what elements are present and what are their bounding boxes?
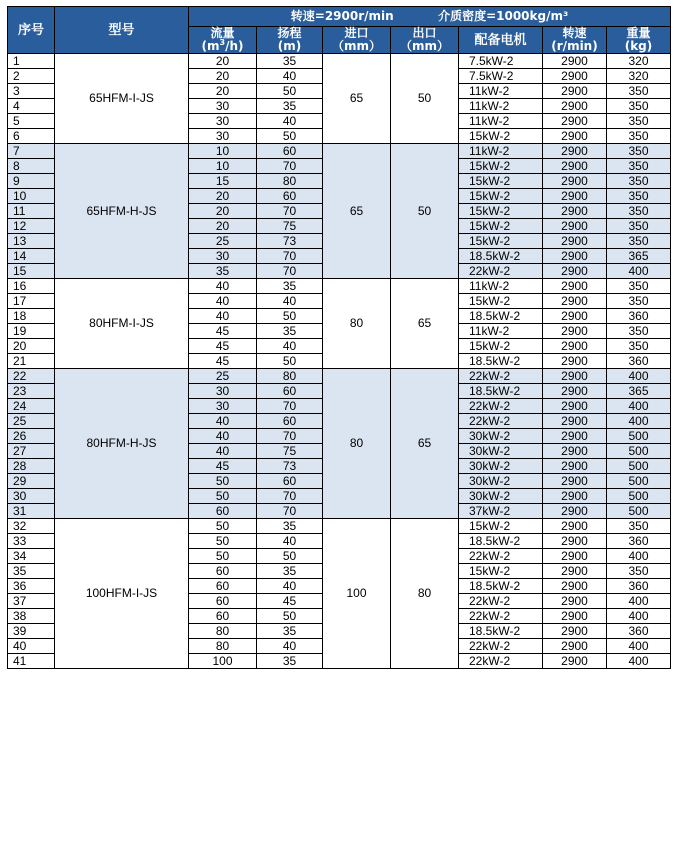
cell-head: 35: [257, 624, 323, 639]
cell-speed: 2900: [543, 69, 607, 84]
cell-flow: 80: [189, 624, 257, 639]
cell-outlet: 65: [391, 279, 459, 369]
cell-motor: 22kW-2: [459, 609, 543, 624]
cell-weight: 350: [607, 324, 671, 339]
head-unit: (m): [277, 39, 302, 53]
col-header-outlet: [391, 27, 459, 54]
cell-head: 40: [257, 639, 323, 654]
cell-speed: 2900: [543, 354, 607, 369]
cell-flow: 45: [189, 354, 257, 369]
cell-seq: 7: [8, 144, 55, 159]
cell-weight: 320: [607, 54, 671, 69]
cell-flow: 20: [189, 189, 257, 204]
cell-speed: 2900: [543, 249, 607, 264]
cell-weight: 365: [607, 249, 671, 264]
cell-seq: 15: [8, 264, 55, 279]
cell-seq: 13: [8, 234, 55, 249]
cell-flow: 50: [189, 474, 257, 489]
cell-model: 65HFM-I-JS: [55, 54, 189, 144]
cell-flow: 30: [189, 114, 257, 129]
cell-weight: 500: [607, 429, 671, 444]
cell-motor: 11kW-2: [459, 324, 543, 339]
cell-speed: 2900: [543, 54, 607, 69]
cell-seq: 21: [8, 354, 55, 369]
cell-head: 70: [257, 399, 323, 414]
cell-speed: 2900: [543, 339, 607, 354]
cell-outlet: 65: [391, 369, 459, 519]
cell-seq: 22: [8, 369, 55, 384]
cell-seq: 24: [8, 399, 55, 414]
cell-seq: 17: [8, 294, 55, 309]
cell-flow: 45: [189, 339, 257, 354]
cell-weight: 500: [607, 459, 671, 474]
cell-weight: 350: [607, 129, 671, 144]
cell-flow: 60: [189, 564, 257, 579]
cell-weight: 350: [607, 174, 671, 189]
cell-weight: 350: [607, 189, 671, 204]
pump-spec-table: [7, 6, 671, 669]
inlet-label: 进口: [344, 26, 369, 40]
cell-head: 60: [257, 414, 323, 429]
cell-inlet: 80: [323, 279, 391, 369]
cell-motor: 15kW-2: [459, 174, 543, 189]
cell-flow: 30: [189, 384, 257, 399]
cell-head: 75: [257, 219, 323, 234]
cell-model: 100HFM-I-JS: [55, 519, 189, 669]
cell-seq: 34: [8, 549, 55, 564]
cell-seq: 37: [8, 594, 55, 609]
cell-speed: 2900: [543, 414, 607, 429]
cell-motor: 15kW-2: [459, 204, 543, 219]
cell-speed: 2900: [543, 399, 607, 414]
banner-speed: 转速=2900r/min: [290, 9, 394, 23]
inlet-unit: （mm）: [331, 39, 381, 53]
pump-spec-sheet: [7, 6, 671, 669]
cell-head: 70: [257, 489, 323, 504]
cell-motor: 22kW-2: [459, 594, 543, 609]
cell-weight: 350: [607, 144, 671, 159]
cell-speed: 2900: [543, 279, 607, 294]
cell-seq: 1: [8, 54, 55, 69]
cell-seq: 33: [8, 534, 55, 549]
cell-seq: 18: [8, 309, 55, 324]
cell-flow: 50: [189, 489, 257, 504]
weight-label: 重量: [626, 26, 651, 40]
cell-weight: 350: [607, 114, 671, 129]
cell-flow: 10: [189, 159, 257, 174]
cell-inlet: 65: [323, 144, 391, 279]
cell-motor: 22kW-2: [459, 399, 543, 414]
cell-speed: 2900: [543, 204, 607, 219]
cell-motor: 15kW-2: [459, 219, 543, 234]
cell-seq: 29: [8, 474, 55, 489]
cell-weight: 350: [607, 159, 671, 174]
cell-weight: 400: [607, 639, 671, 654]
cell-weight: 350: [607, 204, 671, 219]
cell-flow: 35: [189, 264, 257, 279]
cell-speed: 2900: [543, 114, 607, 129]
cell-head: 50: [257, 129, 323, 144]
cell-head: 70: [257, 159, 323, 174]
cell-head: 35: [257, 519, 323, 534]
cell-speed: 2900: [543, 564, 607, 579]
table-row: [8, 519, 671, 534]
cell-speed: 2900: [543, 429, 607, 444]
cell-flow: 20: [189, 84, 257, 99]
cell-speed: 2900: [543, 384, 607, 399]
cell-weight: 350: [607, 564, 671, 579]
cell-head: 35: [257, 654, 323, 669]
cell-motor: 15kW-2: [459, 159, 543, 174]
cell-weight: 500: [607, 489, 671, 504]
cell-weight: 365: [607, 384, 671, 399]
cell-speed: 2900: [543, 474, 607, 489]
cell-motor: 22kW-2: [459, 414, 543, 429]
cell-weight: 360: [607, 624, 671, 639]
cell-flow: 60: [189, 504, 257, 519]
cell-weight: 350: [607, 279, 671, 294]
cell-seq: 27: [8, 444, 55, 459]
cell-flow: 40: [189, 444, 257, 459]
cell-motor: 15kW-2: [459, 339, 543, 354]
speed-unit: (r/min): [551, 39, 598, 53]
cell-head: 35: [257, 324, 323, 339]
cell-speed: 2900: [543, 159, 607, 174]
cell-weight: 350: [607, 99, 671, 114]
cell-flow: 45: [189, 459, 257, 474]
cell-motor: 37kW-2: [459, 504, 543, 519]
cell-seq: 32: [8, 519, 55, 534]
col-header-motor: 配备电机: [459, 27, 543, 54]
cell-speed: 2900: [543, 624, 607, 639]
cell-weight: 360: [607, 579, 671, 594]
table-row: [8, 54, 671, 69]
cell-speed: 2900: [543, 489, 607, 504]
cell-seq: 20: [8, 339, 55, 354]
cell-model: 65HFM-H-JS: [55, 144, 189, 279]
cell-seq: 5: [8, 114, 55, 129]
cell-motor: 30kW-2: [459, 489, 543, 504]
cell-flow: 60: [189, 579, 257, 594]
cell-flow: 20: [189, 219, 257, 234]
cell-seq: 35: [8, 564, 55, 579]
cell-motor: 11kW-2: [459, 84, 543, 99]
col-header-seq: 序号: [8, 7, 55, 54]
cell-head: 40: [257, 69, 323, 84]
cell-seq: 36: [8, 579, 55, 594]
cell-seq: 40: [8, 639, 55, 654]
cell-head: 70: [257, 504, 323, 519]
cell-weight: 350: [607, 84, 671, 99]
cell-model: 80HFM-H-JS: [55, 369, 189, 519]
cell-seq: 25: [8, 414, 55, 429]
cell-head: 73: [257, 234, 323, 249]
cell-motor: 18.5kW-2: [459, 384, 543, 399]
cell-seq: 8: [8, 159, 55, 174]
cell-outlet: 80: [391, 519, 459, 669]
cell-motor: 11kW-2: [459, 114, 543, 129]
cell-seq: 9: [8, 174, 55, 189]
weight-unit: (kg): [624, 39, 653, 53]
cell-speed: 2900: [543, 444, 607, 459]
outlet-label: 出口: [412, 26, 437, 40]
cell-speed: 2900: [543, 294, 607, 309]
header-banner: [189, 7, 671, 27]
cell-speed: 2900: [543, 324, 607, 339]
cell-weight: 500: [607, 504, 671, 519]
cell-weight: 350: [607, 294, 671, 309]
cell-motor: 18.5kW-2: [459, 579, 543, 594]
cell-speed: 2900: [543, 534, 607, 549]
col-header-speed: [543, 27, 607, 54]
cell-seq: 31: [8, 504, 55, 519]
cell-head: 50: [257, 354, 323, 369]
cell-speed: 2900: [543, 219, 607, 234]
cell-flow: 60: [189, 594, 257, 609]
cell-flow: 40: [189, 279, 257, 294]
cell-flow: 30: [189, 99, 257, 114]
cell-weight: 400: [607, 654, 671, 669]
cell-weight: 350: [607, 234, 671, 249]
cell-flow: 20: [189, 69, 257, 84]
cell-head: 60: [257, 384, 323, 399]
table-row: [8, 279, 671, 294]
cell-head: 80: [257, 174, 323, 189]
cell-weight: 350: [607, 339, 671, 354]
cell-speed: 2900: [543, 84, 607, 99]
cell-head: 70: [257, 249, 323, 264]
cell-weight: 350: [607, 219, 671, 234]
table-body: [8, 54, 671, 669]
cell-speed: 2900: [543, 519, 607, 534]
cell-head: 50: [257, 84, 323, 99]
cell-speed: 2900: [543, 144, 607, 159]
cell-seq: 12: [8, 219, 55, 234]
cell-weight: 350: [607, 519, 671, 534]
cell-flow: 10: [189, 144, 257, 159]
cell-flow: 50: [189, 519, 257, 534]
speed-label: 转速: [562, 26, 587, 40]
cell-weight: 400: [607, 264, 671, 279]
cell-motor: 15kW-2: [459, 189, 543, 204]
cell-motor: 15kW-2: [459, 519, 543, 534]
table-row: [8, 144, 671, 159]
cell-head: 70: [257, 429, 323, 444]
cell-motor: 18.5kW-2: [459, 309, 543, 324]
table-row: [8, 369, 671, 384]
cell-speed: 2900: [543, 549, 607, 564]
cell-model: 80HFM-I-JS: [55, 279, 189, 369]
cell-flow: 30: [189, 399, 257, 414]
cell-seq: 3: [8, 84, 55, 99]
cell-speed: 2900: [543, 609, 607, 624]
cell-head: 60: [257, 474, 323, 489]
cell-weight: 400: [607, 369, 671, 384]
cell-speed: 2900: [543, 459, 607, 474]
cell-seq: 10: [8, 189, 55, 204]
cell-motor: 15kW-2: [459, 294, 543, 309]
cell-flow: 40: [189, 429, 257, 444]
cell-speed: 2900: [543, 189, 607, 204]
cell-head: 40: [257, 579, 323, 594]
cell-head: 40: [257, 294, 323, 309]
cell-head: 50: [257, 609, 323, 624]
cell-motor: 18.5kW-2: [459, 354, 543, 369]
cell-speed: 2900: [543, 594, 607, 609]
col-header-inlet: [323, 27, 391, 54]
cell-speed: 2900: [543, 99, 607, 114]
cell-head: 73: [257, 459, 323, 474]
cell-motor: 22kW-2: [459, 369, 543, 384]
cell-motor: 30kW-2: [459, 429, 543, 444]
cell-speed: 2900: [543, 129, 607, 144]
cell-motor: 22kW-2: [459, 639, 543, 654]
cell-seq: 2: [8, 69, 55, 84]
cell-flow: 30: [189, 129, 257, 144]
cell-flow: 50: [189, 534, 257, 549]
cell-flow: 100: [189, 654, 257, 669]
cell-seq: 41: [8, 654, 55, 669]
cell-weight: 400: [607, 414, 671, 429]
banner-density: 介质密度=1000kg/m³: [438, 9, 569, 23]
cell-head: 35: [257, 279, 323, 294]
cell-motor: 30kW-2: [459, 459, 543, 474]
cell-motor: 30kW-2: [459, 444, 543, 459]
cell-head: 70: [257, 204, 323, 219]
cell-motor: 7.5kW-2: [459, 54, 543, 69]
cell-outlet: 50: [391, 144, 459, 279]
cell-speed: 2900: [543, 234, 607, 249]
cell-motor: 15kW-2: [459, 234, 543, 249]
cell-head: 70: [257, 264, 323, 279]
cell-motor: 22kW-2: [459, 264, 543, 279]
flow-unit: $(m^3/h)$: [201, 38, 244, 53]
cell-motor: 18.5kW-2: [459, 624, 543, 639]
cell-seq: 14: [8, 249, 55, 264]
cell-seq: 11: [8, 204, 55, 219]
cell-speed: 2900: [543, 654, 607, 669]
cell-seq: 16: [8, 279, 55, 294]
cell-speed: 2900: [543, 639, 607, 654]
cell-flow: 40: [189, 309, 257, 324]
cell-flow: 15: [189, 174, 257, 189]
cell-flow: 40: [189, 414, 257, 429]
cell-seq: 4: [8, 99, 55, 114]
cell-speed: 2900: [543, 174, 607, 189]
cell-head: 35: [257, 564, 323, 579]
cell-head: 45: [257, 594, 323, 609]
cell-head: 60: [257, 144, 323, 159]
cell-speed: 2900: [543, 264, 607, 279]
cell-flow: 40: [189, 294, 257, 309]
cell-motor: 22kW-2: [459, 549, 543, 564]
cell-motor: 22kW-2: [459, 654, 543, 669]
cell-motor: 18.5kW-2: [459, 249, 543, 264]
cell-seq: 6: [8, 129, 55, 144]
cell-weight: 360: [607, 354, 671, 369]
cell-weight: 500: [607, 444, 671, 459]
cell-flow: 20: [189, 54, 257, 69]
cell-seq: 30: [8, 489, 55, 504]
cell-speed: 2900: [543, 309, 607, 324]
cell-head: 40: [257, 114, 323, 129]
cell-speed: 2900: [543, 504, 607, 519]
cell-flow: 80: [189, 639, 257, 654]
cell-motor: 11kW-2: [459, 279, 543, 294]
cell-weight: 400: [607, 399, 671, 414]
cell-motor: 15kW-2: [459, 564, 543, 579]
cell-motor: 7.5kW-2: [459, 69, 543, 84]
cell-seq: 39: [8, 624, 55, 639]
cell-head: 50: [257, 549, 323, 564]
cell-motor: 15kW-2: [459, 129, 543, 144]
col-header-flow: [189, 27, 257, 54]
cell-weight: 320: [607, 69, 671, 84]
cell-weight: 360: [607, 309, 671, 324]
cell-weight: 500: [607, 474, 671, 489]
col-header-head: [257, 27, 323, 54]
cell-speed: 2900: [543, 369, 607, 384]
cell-flow: 20: [189, 204, 257, 219]
cell-motor: 11kW-2: [459, 144, 543, 159]
cell-flow: 60: [189, 609, 257, 624]
cell-flow: 45: [189, 324, 257, 339]
cell-weight: 400: [607, 609, 671, 624]
flow-label: 流量: [210, 26, 235, 40]
cell-flow: 25: [189, 234, 257, 249]
cell-flow: 50: [189, 549, 257, 564]
cell-head: 40: [257, 339, 323, 354]
cell-weight: 360: [607, 534, 671, 549]
cell-seq: 28: [8, 459, 55, 474]
cell-inlet: 80: [323, 369, 391, 519]
cell-speed: 2900: [543, 579, 607, 594]
cell-weight: 400: [607, 594, 671, 609]
cell-seq: 38: [8, 609, 55, 624]
cell-motor: 30kW-2: [459, 474, 543, 489]
outlet-unit: （mm）: [399, 39, 449, 53]
cell-motor: 18.5kW-2: [459, 534, 543, 549]
cell-seq: 19: [8, 324, 55, 339]
cell-head: 35: [257, 99, 323, 114]
cell-head: 40: [257, 534, 323, 549]
head-label: 扬程: [277, 26, 302, 40]
cell-inlet: 65: [323, 54, 391, 144]
cell-weight: 400: [607, 549, 671, 564]
cell-seq: 23: [8, 384, 55, 399]
col-header-model: 型号: [55, 7, 189, 54]
col-header-weight: [607, 27, 671, 54]
cell-motor: 11kW-2: [459, 99, 543, 114]
cell-seq: 26: [8, 429, 55, 444]
cell-head: 80: [257, 369, 323, 384]
cell-head: 75: [257, 444, 323, 459]
cell-outlet: 50: [391, 54, 459, 144]
cell-flow: 25: [189, 369, 257, 384]
cell-inlet: 100: [323, 519, 391, 669]
cell-head: 50: [257, 309, 323, 324]
cell-head: 35: [257, 54, 323, 69]
cell-flow: 30: [189, 249, 257, 264]
cell-head: 60: [257, 189, 323, 204]
